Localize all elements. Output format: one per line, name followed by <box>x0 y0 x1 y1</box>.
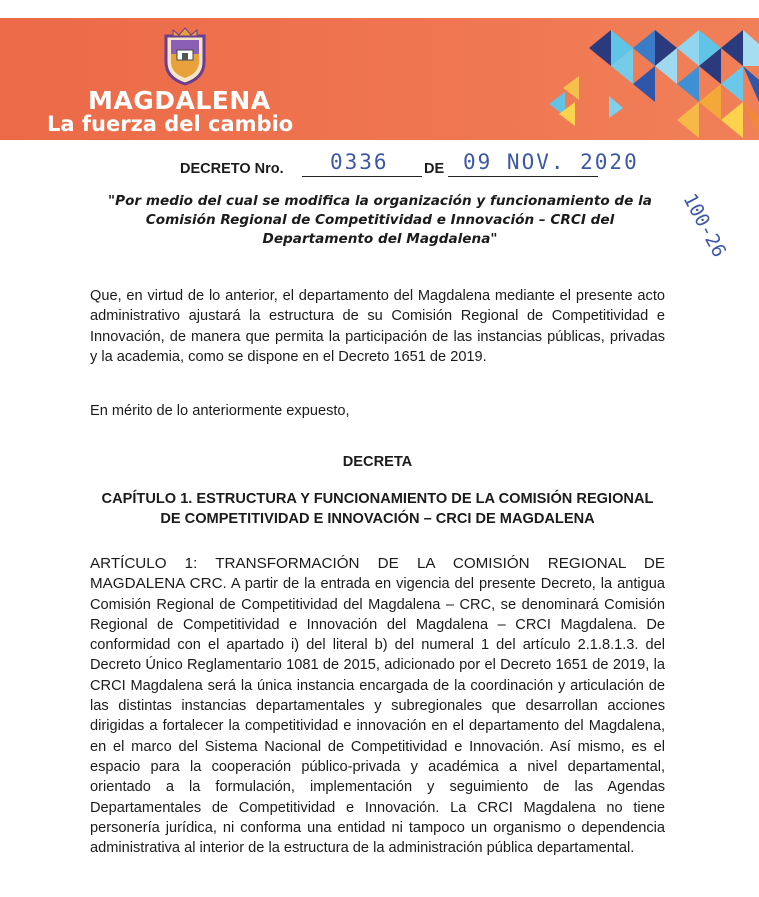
decree-date: 09 NOV. 2020 <box>463 150 639 174</box>
brand-slogan: La fuerza del cambio <box>47 112 294 136</box>
brand-name: MAGDALENA <box>88 86 271 115</box>
decree-number: 0336 <box>330 150 389 174</box>
decree-de-label: DE <box>424 161 445 177</box>
handwritten-code <box>668 190 746 272</box>
paragraph-considerando: Que, en virtud de lo anterior, el departamento del Magdalena mediante el presente acto administrativo ajustará la estructura de su Comisión Regional de Competitividad e Innovación, de manera que permita la participación de las instancias públicas, privadas y la academia, como se dispone en el Decreto 1651 de 2019. <box>90 288 665 365</box>
header-banner <box>0 18 759 140</box>
decorative-triangles-icon <box>549 18 759 140</box>
article-1 <box>90 554 665 858</box>
decree-subtitle: "Por medio del cual se modifica la organización y funcionamiento de la Comisión Regional de Competitividad e Innovación – CRCI del Departamento del Magdalena" <box>108 193 652 247</box>
chapter-title: CAPÍTULO 1. ESTRUCTURA Y FUNCIONAMIENTO DE LA COMISIÓN REGIONAL DE COMPETITIVIDAD E INNOVACIÓN – CRCI DE MAGDALENA <box>101 491 654 527</box>
paragraph-merito: En mérito de lo anteriormente expuesto, <box>90 403 350 419</box>
article-1-title: ARTÍCULO 1: TRANSFORMACIÓN DE LA COMISIÓN REGIONAL DE MAGDALENA CRC. <box>90 555 665 593</box>
article-1-text: A partir de la entrada en vigencia del presente Decreto, la antigua Comisión Regional de Competitividad del Magdalena – CRC, se denominará Comisión Regional de Competitividad e Innovación del Magdalena – CRCI Magdalena. De conformidad con el apartado i) del literal b) del numeral 1 del artículo 2.1.8.1.3. del Decreto Único Reglamentario 1081 de 2015, adicionado por el Decreto 1651 de 2019, la CRCI Magdalena será la única instancia encargada de la coordinación y articulación de las distintas instancias departamentales y subregionales que desarrollan acciones dirigidas a fortalecer la competitividad e innovación en el departamento del Magdalena, en el marco del Sistema Nacional de Competitividad e Innovación. Así mismo, es el espacio para la cooperación público-privada y académica a nivel departamental, orientado a la formulación, implementación y seguimiento de las Agendas Departamentales de Competitividad e Innovación. La CRCI Magdalena no tiene personería jurídica, ni conforma una entidad ni tampoco un organismo o dependencia administrativa al interior de la estructura de la administración pública departamental. <box>90 576 665 857</box>
decreta-heading: DECRETA <box>342 454 413 470</box>
decree-label: DECRETO Nro. <box>180 161 284 177</box>
department-crest-icon <box>160 26 210 86</box>
decree-number-rule <box>302 176 422 177</box>
stamp-code: 100-26 <box>678 190 731 261</box>
decree-date-rule <box>448 176 598 177</box>
